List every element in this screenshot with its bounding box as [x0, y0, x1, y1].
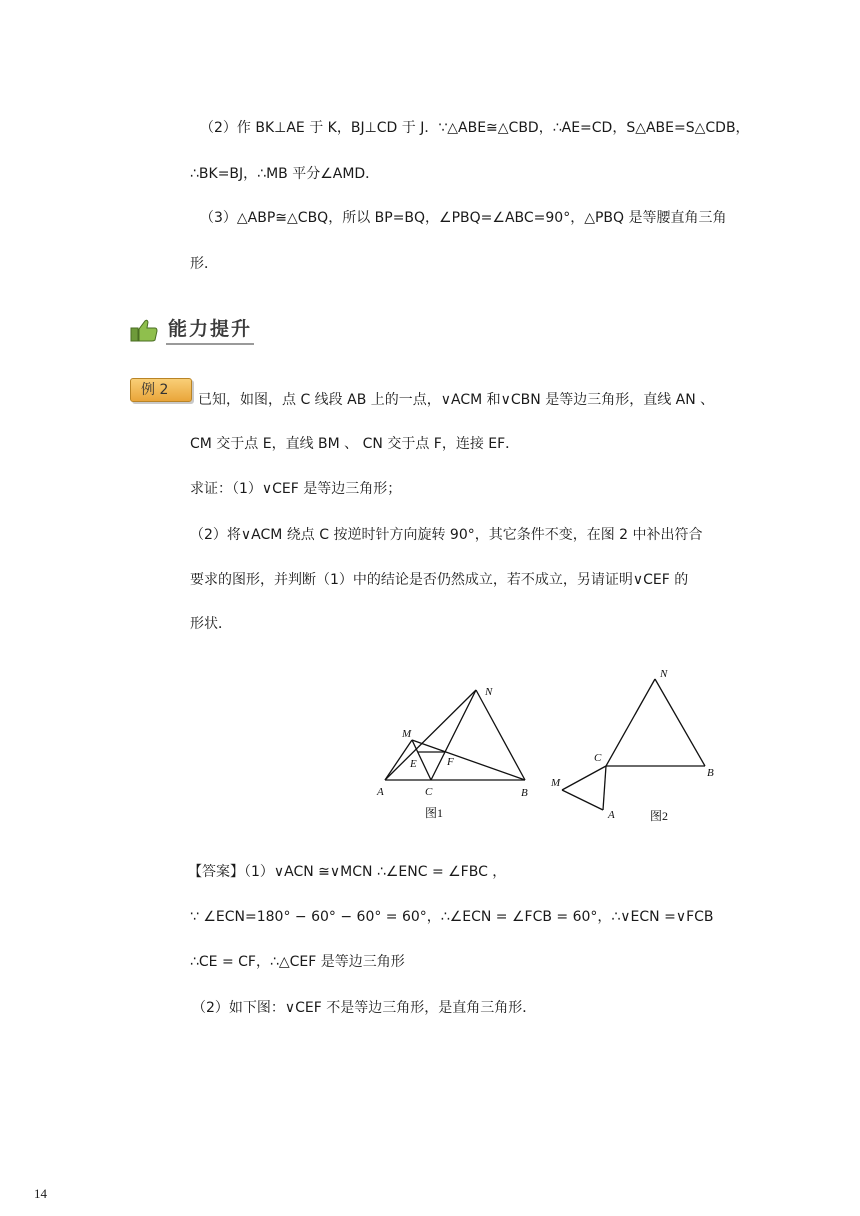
fig1-label-A: A [377, 786, 384, 798]
section-title: 能力提升 [168, 318, 253, 340]
fig2-caption: 图2 [650, 809, 669, 823]
fig1-label-N: N [485, 686, 493, 698]
fig1-segment-AN [385, 690, 476, 780]
fig2-label-B: B [707, 767, 714, 779]
text-line-8: （2）将∨ACM 绕点 C 按逆时针方向旋转 90°，其它条件不变，在图 2 中补出符合 [190, 527, 703, 543]
fig1-label-B: B [521, 787, 528, 799]
fig2-label-M: M [551, 777, 561, 789]
fig1-label-M: M [402, 728, 412, 740]
fig2-segment-CA [603, 766, 606, 810]
fig1-segment-NB [476, 690, 525, 780]
text-line-1: （2）作 BK⊥AE 于 K，BJ⊥CD 于 J．∵△ABE≅△CBD，∴AE=CD，S△ABE=S△CDB， [200, 120, 750, 136]
figure-1 [376, 686, 528, 820]
text-line-14: （2）如下图：∨CEF 不是等边三角形，是直角三角形． [192, 1000, 537, 1016]
text-line-10: 形状． [190, 616, 232, 632]
text-line-3: （3）△ABP≅△CBQ，所以 BP=BQ，∠PBQ=∠ABC=90°，△PBQ 是等腰直角三角 [200, 210, 727, 226]
text-line-2: ∴BK=BJ，∴MB 平分∠AMD． [190, 166, 380, 182]
page-number: 14 [34, 1186, 47, 1201]
text-line-4: 形． [190, 256, 218, 272]
fig1-segment-MB [412, 740, 525, 780]
fig2-label-C: C [594, 752, 602, 764]
fig2-segment-MA [562, 790, 603, 810]
text-line-9: 要求的图形，并判断（1）中的结论是否仍然成立，若不成立，另请证明∨CEF 的 [190, 572, 689, 588]
fig1-caption: 图1 [425, 806, 444, 820]
fig2-segment-NB [655, 679, 705, 766]
fig1-label-C: C [425, 786, 433, 798]
fig2-segment-CM [562, 766, 606, 790]
text-line-13: ∴CE = CF，∴△CEF 是等边三角形 [190, 954, 405, 970]
text-line-5: 已知，如图，点 C 线段 AB 上的一点，∨ACM 和∨CBN 是等边三角形，直线 AN 、 [198, 392, 715, 408]
text-line-6: CM 交于点 E，直线 BM 、 CN 交于点 F，连接 EF． [190, 436, 520, 452]
fig2-label-A: A [608, 809, 615, 821]
fig2-segment-CN [606, 679, 655, 766]
text-line-7: 求证：（1）∨CEF 是等边三角形； [190, 481, 402, 497]
figure-2 [550, 668, 714, 823]
text-line-12: ∵ ∠ECN=180° − 60° − 60° = 60°，∴∠ECN = ∠FCB = 60°，∴∨ECN =∨FCB [190, 909, 714, 925]
fig1-label-F: F [447, 756, 454, 768]
text-line-11: 【答案】（1）∨ACN ≅∨MCN ∴∠ENC = ∠FBC ， [188, 864, 507, 880]
fig1-segment-AM [385, 740, 412, 780]
example-badge: 例 2 [130, 378, 192, 402]
fig2-label-N: N [660, 668, 668, 680]
fig1-label-E: E [410, 758, 417, 770]
